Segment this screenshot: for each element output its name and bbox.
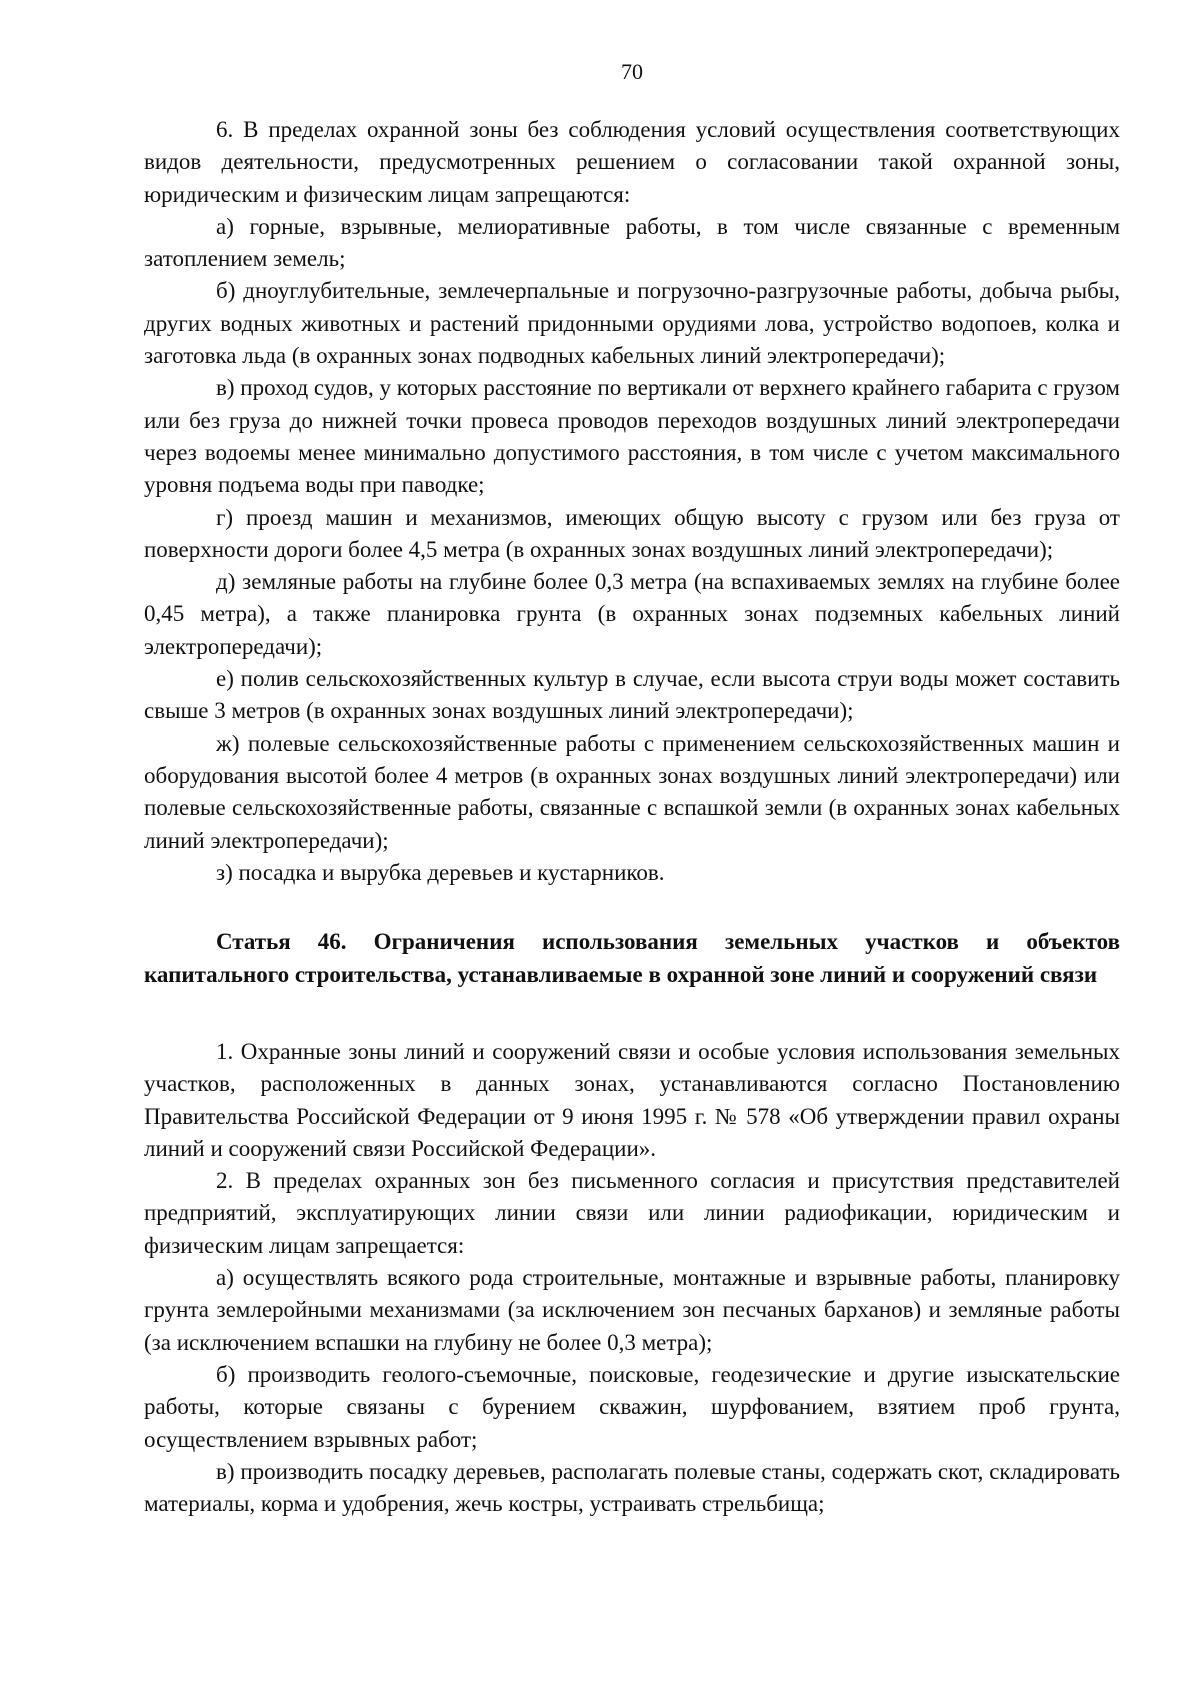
list-item-zh: ж) полевые сельскохозяйственные работы с применением сельскохозяйственных машин и оборудования высотой более 4 метров (в охранных зонах воздушных линий электропередачи) или полевые сельскохозяйственные работы, связанные с вспашкой земли (в охранных зонах кабельных линий электропередачи);	[144, 730, 1120, 853]
list-item-e: е) полив сельскохозяйственных культур в случае, если высота струи воды может составить свыше 3 метров (в охранных зонах воздушных линий электропередачи);	[144, 666, 1120, 724]
paragraph-6: 6. В пределах охранной зоны без соблюдения условий осуществления соответствующих видов деятельности, предусмотренных решением о согласовании такой охранной зоны, юридическим и физическим лицам запрещаются:	[144, 117, 1120, 207]
article-46-list-item-v: в) производить посадку деревьев, располагать полевые станы, содержать скот, складировать материалы, корма и удобрения, жечь костры, устраивать стрельбища;	[144, 1458, 1120, 1517]
section-45-tail	[144, 114, 1120, 889]
list-item-b: б) дноуглубительные, землечерпальные и погрузочно-разгрузочные работы, добыча рыбы, других водных животных и растений придонными орудиями лова, устройство водопоев, колка и заготовка льда (в охранных зонах подводных кабельных линий электропередачи);	[144, 278, 1120, 369]
list-item-a: а) горные, взрывные, мелиоративные работы, в том числе связанные с временным затоплением земель;	[144, 213, 1120, 272]
list-item-z: з) посадка и вырубка деревьев и кустарников.	[216, 859, 665, 885]
article-46-list-item-a: а) осуществлять всякого рода строительные, монтажные и взрывные работы, планировку грунта землеройными механизмами (за исключением зон песчаных барханов) и земляные работы (за исключением вспашки на глубину не более 0,3 метра);	[144, 1265, 1120, 1355]
article-46-paragraph-2: 2. В пределах охранных зон без письменного согласия и присутствия представителей предприятий, эксплуатирующих линии связи или линии радиофикации, юридическим и физическим лицам запрещается:	[144, 1168, 1120, 1258]
article-46-body	[144, 1036, 1120, 1520]
article-46-heading: Статья 46. Ограничения использования земельных участков и объектов капитального строительства, устанавливаемые в охранной зоне линий и сооружений связи	[144, 929, 1120, 987]
list-item-v: в) проход судов, у которых расстояние по вертикали от верхнего крайнего габарита с грузом или без груза до нижней точки провеса проводов переходов воздушных линий электропередачи через водоемы менее минимально допустимого расстояния, в том числе с учетом максимального уровня подъема воды при паводке;	[144, 375, 1120, 498]
list-item-d: д) земляные работы на глубине более 0,3 метра (на вспахиваемых землях на глубине более 0,45 метра), а также планировка грунта (в охранных зонах подземных кабельных линий электропередачи);	[144, 569, 1120, 659]
article-46-paragraph-1: 1. Охранные зоны линий и сооружений связи и особые условия использования земельных участков, расположенных в данных зонах, устанавливаются согласно Постановлению Правительства Российской Федерации от 9 июня 1995 г. № 578 «Об утверждении правил охраны линий и сооружений связи Российской Федерации».	[144, 1039, 1120, 1161]
article-46-list-item-b: б) производить геолого-съемочные, поисковые, геодезические и другие изыскательские работы, которые связаны с бурением скважин, шурфованием, взятием проб грунта, осуществлением взрывных работ;	[144, 1361, 1120, 1452]
list-item-g: г) проезд машин и механизмов, имеющих общую высоту с грузом или без груза от поверхности дороги более 4,5 метра (в охранных зонах воздушных линий электропередачи);	[144, 504, 1120, 562]
page-number: 70	[621, 59, 643, 84]
